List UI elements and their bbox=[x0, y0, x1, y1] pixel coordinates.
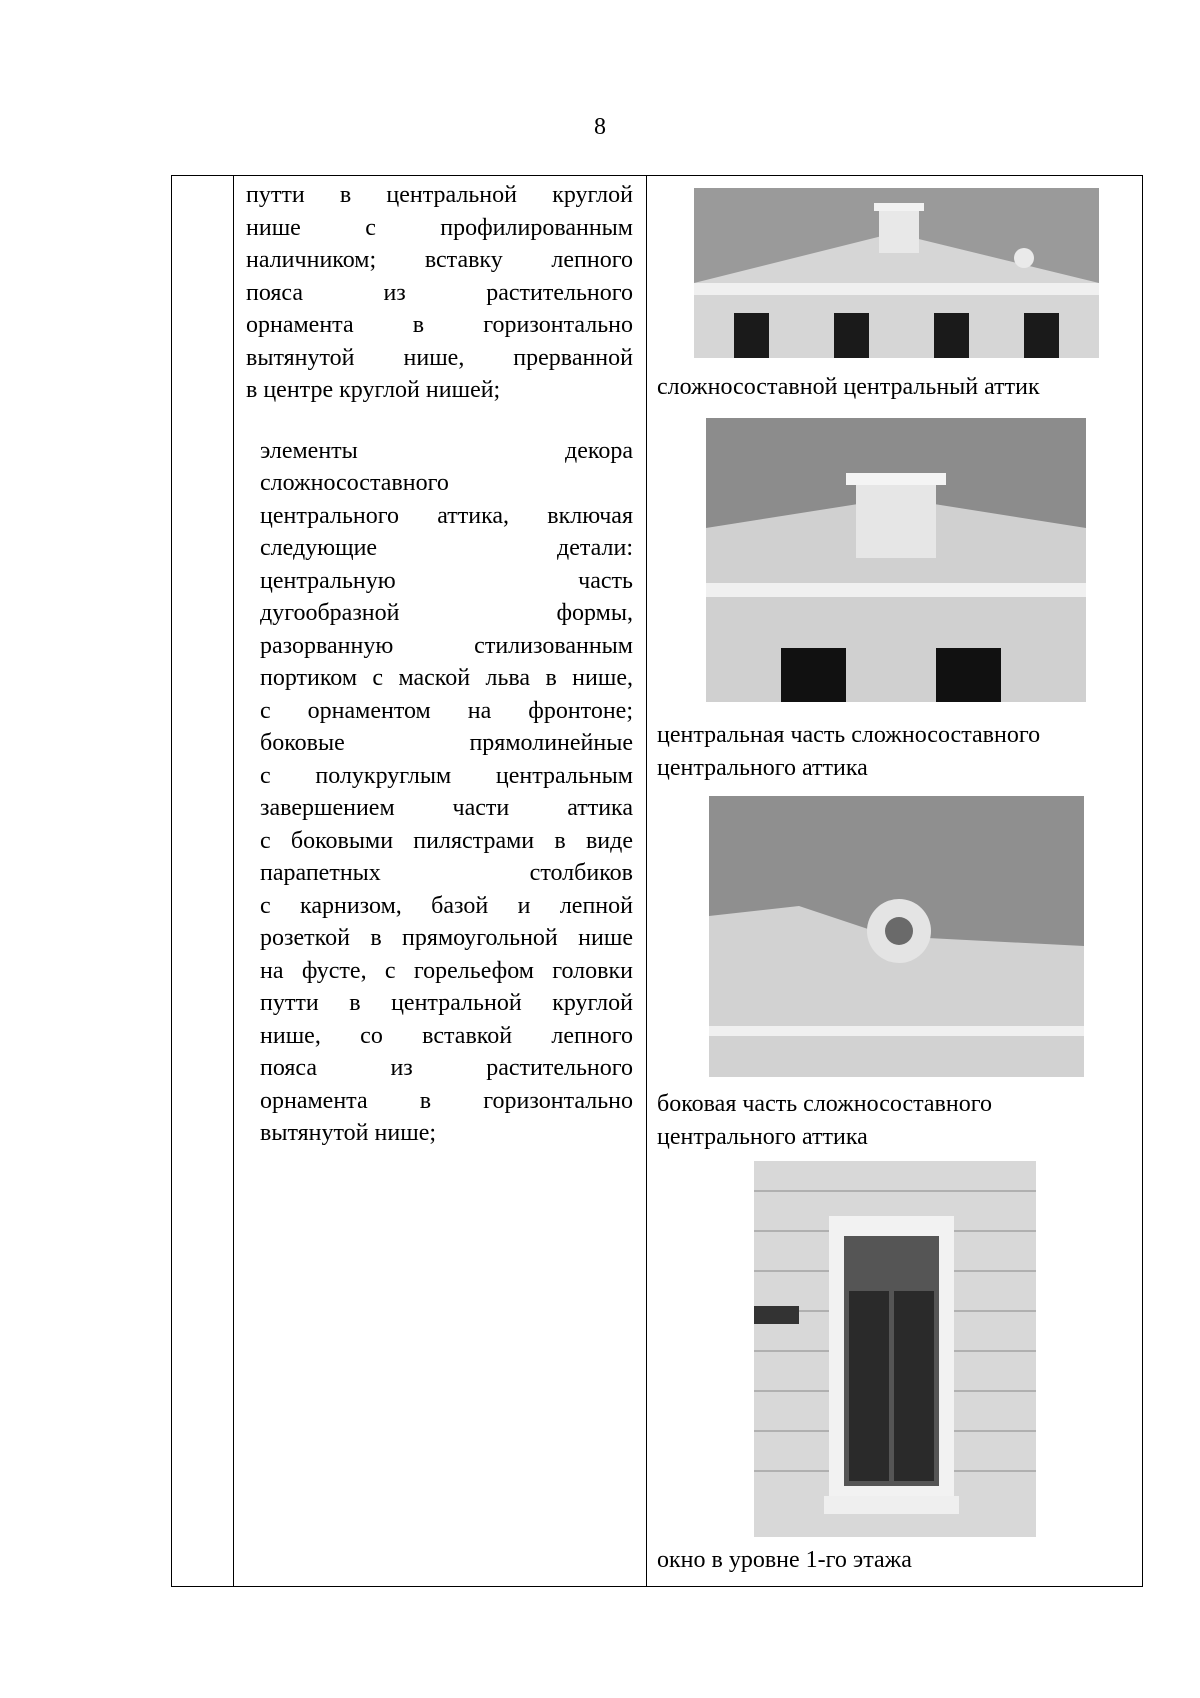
p2-line: сложносоставного bbox=[260, 470, 449, 496]
p2-line: дугообразной формы, bbox=[260, 600, 633, 626]
photo-central-part bbox=[706, 418, 1086, 702]
p2-line: с полукруглым центральным bbox=[260, 762, 633, 789]
p2-line: боковые прямолинейные bbox=[260, 730, 633, 756]
p2-line: с карнизом, базой и лепной bbox=[260, 892, 633, 919]
p2-line: орнамента в горизонтально bbox=[260, 1087, 633, 1114]
p2-line: на фусте, с горельефом головки bbox=[260, 957, 633, 984]
caption-central-part-line2: центрального аттика bbox=[657, 754, 868, 781]
p1-line: наличником; вставку лепного bbox=[246, 247, 633, 273]
p2-line: парапетных столбиков bbox=[260, 860, 633, 886]
photo-ground-floor-window bbox=[754, 1161, 1036, 1537]
p2-line: вытянутой нише; bbox=[260, 1120, 437, 1146]
p2-line: следующие детали: bbox=[260, 535, 633, 561]
p2-line: элементы декора bbox=[260, 437, 633, 464]
caption-side-part bbox=[657, 1088, 1137, 1153]
p2-line: центральную часть bbox=[260, 567, 633, 594]
caption-central-part bbox=[657, 719, 1137, 784]
p2-line: розеткой в прямоугольной нише bbox=[260, 925, 633, 951]
content-table bbox=[171, 175, 1143, 1587]
caption-central-attic: сложносоставной центральный аттик bbox=[657, 374, 1040, 400]
p2-line: пояса из растительного bbox=[260, 1055, 633, 1081]
photo-side-part bbox=[709, 796, 1084, 1077]
p1-line: путти в центральной круглой bbox=[246, 182, 633, 208]
description-paragraph-1 bbox=[246, 179, 633, 407]
p1-line: вытянутой нише, прерванной bbox=[246, 344, 633, 371]
p1-line: в центре круглой нишей; bbox=[246, 377, 501, 403]
p2-line: портиком с маской льва в нише, bbox=[260, 665, 633, 691]
p2-line: завершением части аттика bbox=[260, 795, 633, 821]
p1-line: орнамента в горизонтально bbox=[246, 312, 633, 338]
p2-line: центрального аттика, включая bbox=[260, 502, 633, 529]
caption-side-part-line2: центрального аттика bbox=[657, 1123, 868, 1150]
table-divider-1 bbox=[233, 176, 234, 1586]
caption-ground-floor-window: окно в уровне 1-го этажа bbox=[657, 1547, 912, 1573]
p2-line: нише, со вставкой лепного bbox=[260, 1022, 633, 1049]
p2-line: разорванную стилизованным bbox=[260, 632, 633, 659]
photo-central-attic bbox=[694, 188, 1099, 358]
p2-line: с боковыми пилястрами в виде bbox=[260, 827, 633, 854]
p1-line: нише с профилированным bbox=[246, 214, 633, 241]
description-column bbox=[246, 179, 633, 1150]
description-paragraph-2 bbox=[246, 435, 633, 1150]
page-number: 8 bbox=[594, 114, 606, 140]
p1-line: пояса из растительного bbox=[246, 279, 633, 306]
caption-central-part-line1: центральная часть сложносоставного bbox=[657, 722, 1041, 748]
p2-line: путти в центральной круглой bbox=[260, 990, 633, 1016]
p2-line: с орнаментом на фронтоне; bbox=[260, 697, 633, 724]
table-divider-2 bbox=[646, 176, 647, 1586]
caption-side-part-line1: боковая часть сложносоставного bbox=[657, 1091, 992, 1117]
